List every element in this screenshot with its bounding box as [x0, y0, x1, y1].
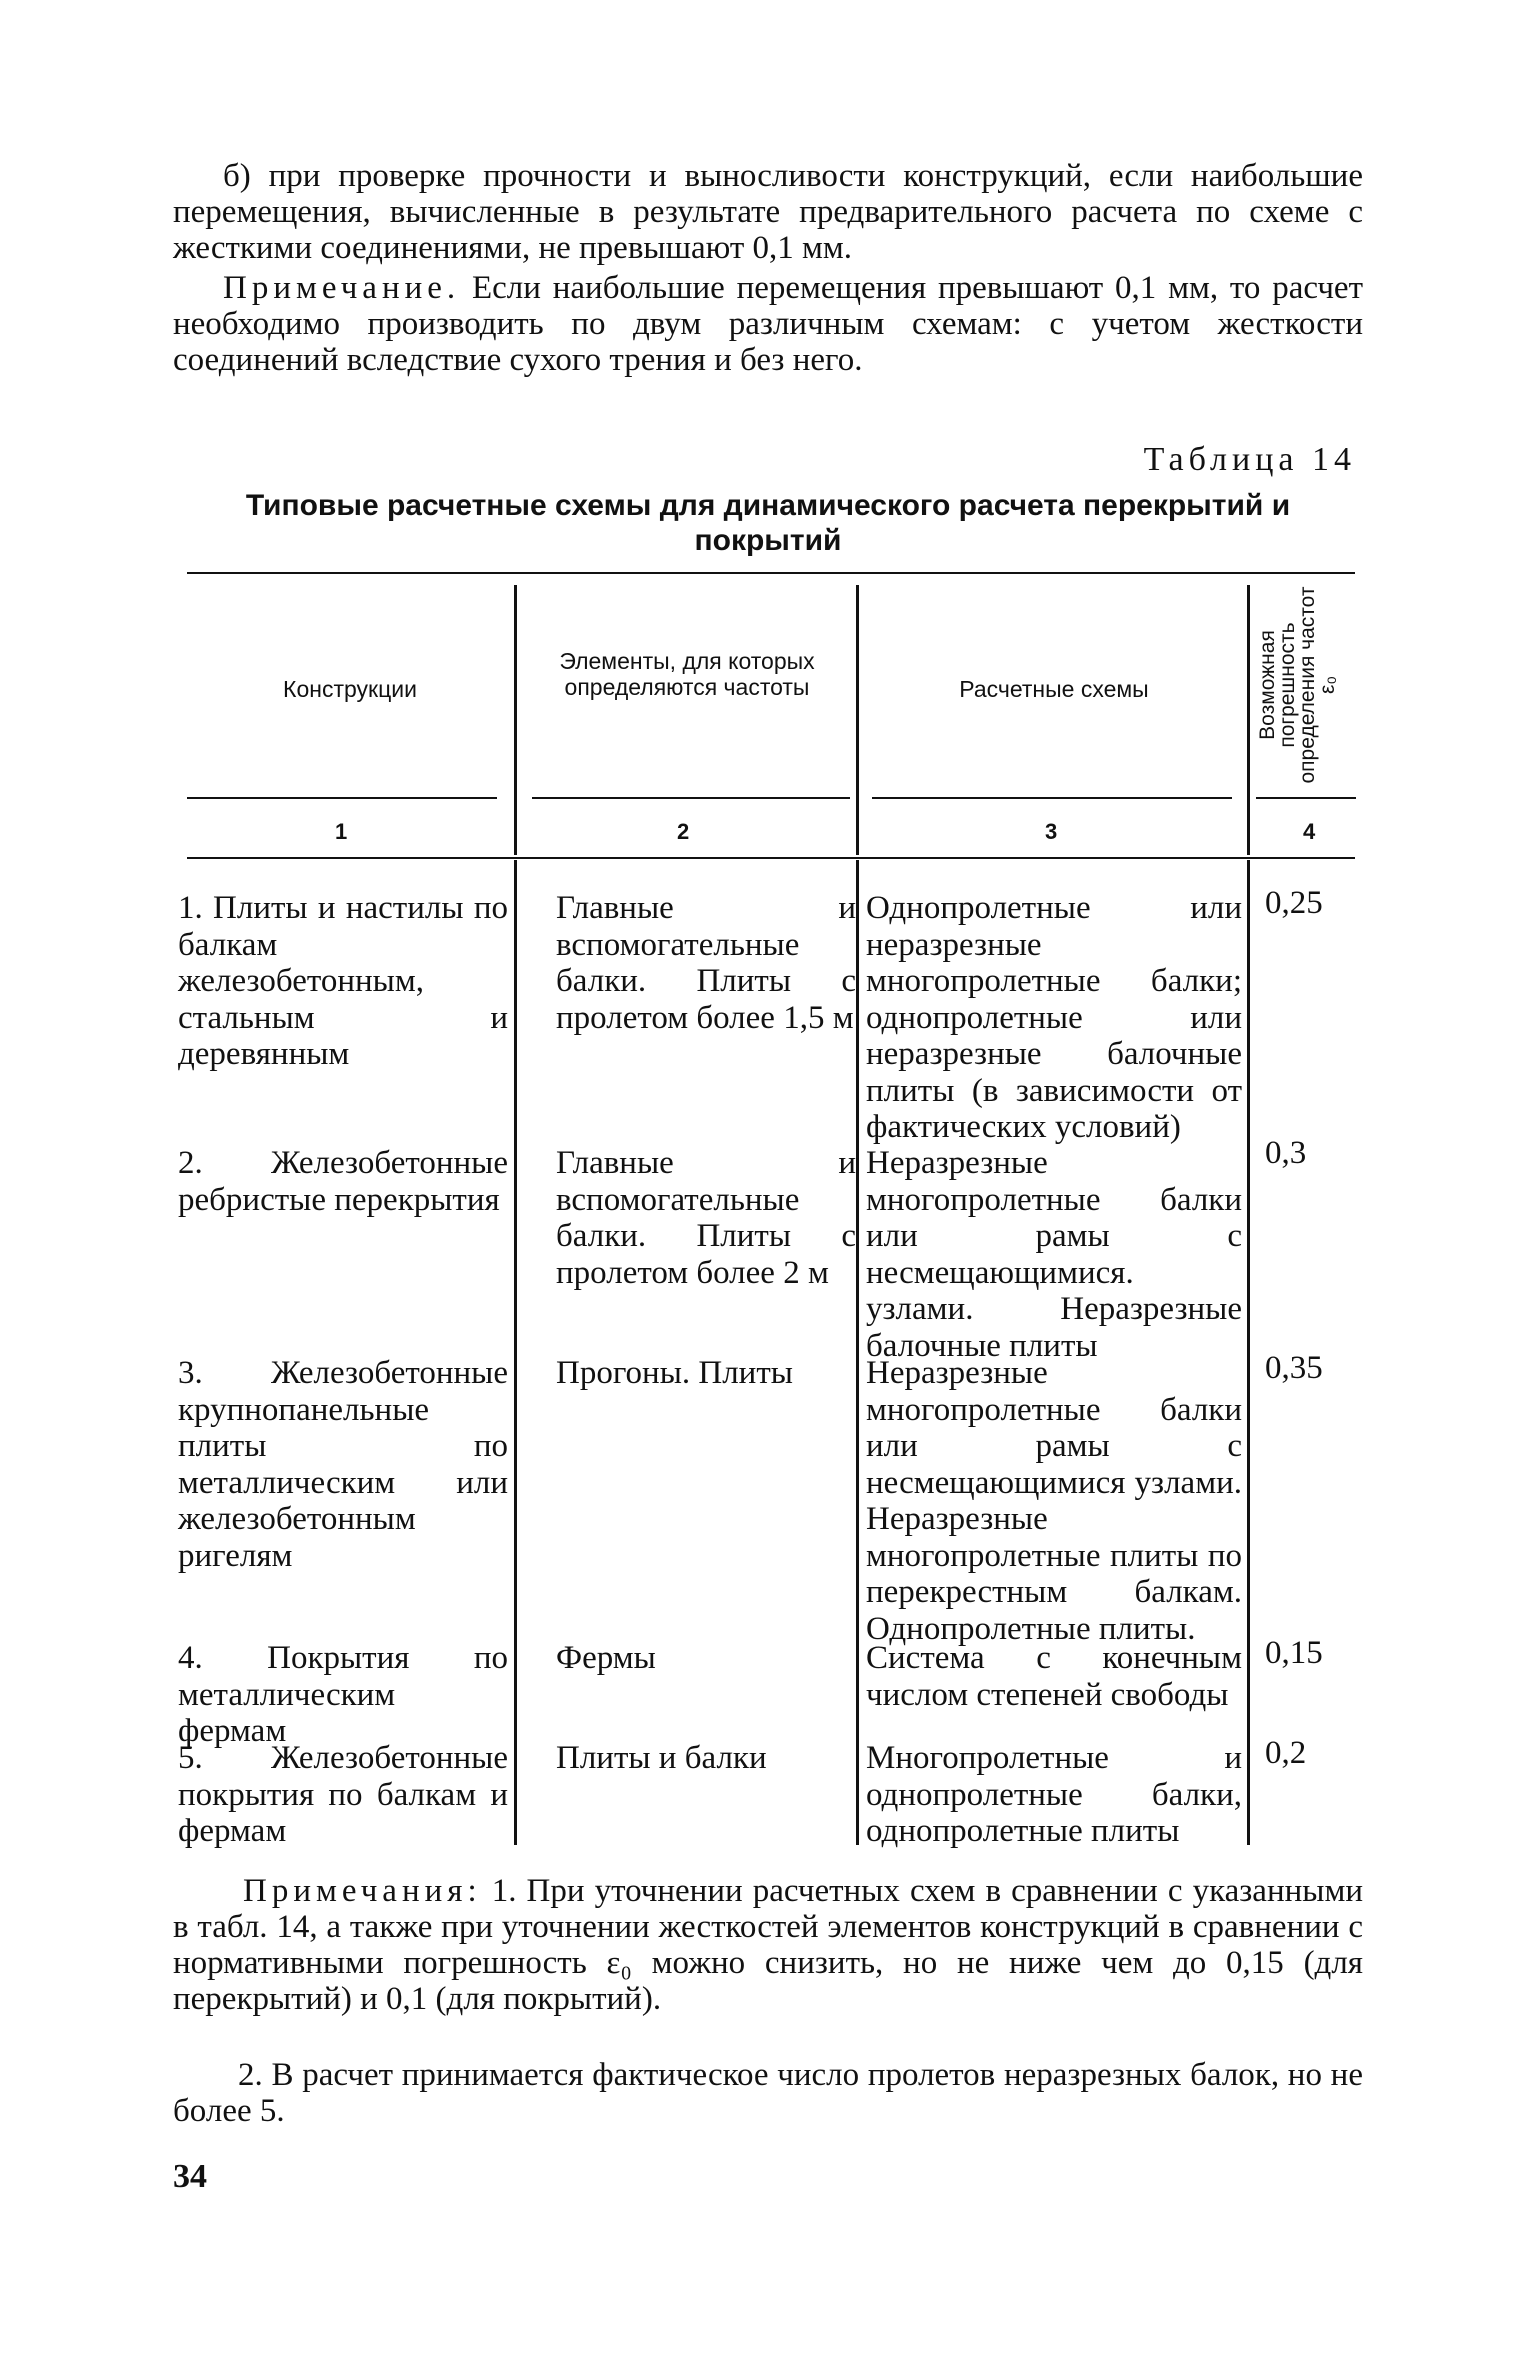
paragraph-note — [173, 270, 1363, 378]
table-title: Типовые расчетные схемы для динамического расчета перекрытий и покрытий — [245, 489, 1291, 557]
row2-elements: Главные и вспомогательные балки. Плиты с пролетом более 2 м — [556, 1145, 856, 1291]
col-number-4: 4 — [1303, 819, 1316, 844]
body-divider-3 — [1247, 860, 1250, 1845]
header-rule-3 — [872, 797, 1232, 799]
note-text: Если наибольшие перемещения превышают 0,1 мм, то расчет необходимо производить по двум различным схемам: с учетом жесткости соединений вследствие сухого трения и без него. — [173, 270, 1363, 378]
header-elements: Элементы, для которых определяются частоты — [559, 648, 815, 700]
table-top-rule — [187, 572, 1355, 574]
header-constructions: Конструкции — [283, 676, 417, 702]
page-number: 34 — [173, 2158, 207, 2195]
body-divider-2 — [856, 860, 859, 1845]
row3-construction: 3. Железобетонные крупнопанельные плиты по металлическим или железобетонным ригелям — [178, 1355, 508, 1574]
header-error: Возможная погрешность определения частот ε₀ — [1256, 586, 1339, 784]
row4-construction: 4. Покрытия по металлическим фермам — [178, 1640, 508, 1749]
row5-error: 0,2 — [1265, 1735, 1307, 1771]
row4-error: 0,15 — [1265, 1635, 1323, 1671]
row4-schemes: Система с конечным числом степеней свободы — [866, 1640, 1242, 1713]
numbers-rule — [187, 857, 1355, 859]
body-divider-1 — [514, 860, 517, 1845]
row3-schemes: Неразрезные многопролетные балки или рамы с несмещающимися узлами. Неразрезные многопролетные плиты по перекрестным балкам. Однопролетные плиты. — [866, 1355, 1242, 1647]
notes-1 — [173, 1873, 1363, 2017]
paragraph-b: б) при проверке прочности и выносливости конструкций, если наибольшие перемещения, вычисленные в результате предварительного расчета по схеме с жесткими соединениями, не превышают 0,1 мм. — [173, 158, 1363, 266]
row2-construction: 2. Железобетонные ребристые перекрытия — [178, 1145, 508, 1218]
note-label: Примечание. — [223, 270, 461, 306]
row3-elements: Прогоны. Плиты — [556, 1355, 793, 1391]
notes-2: 2. В расчет принимается фактическое число пролетов неразрезных балок, но не более 5. — [173, 2057, 1363, 2129]
col-number-2: 2 — [677, 819, 690, 844]
row3-error: 0,35 — [1265, 1350, 1323, 1386]
row5-schemes: Многопролетные и однопролетные балки, однопролетные плиты — [866, 1740, 1242, 1849]
row1-schemes: Однопролетные или неразрезные многопролетные балки; однопролетные или неразрезные балочные плиты (в зависимости от фактических условий) — [866, 890, 1242, 1145]
header-rule-4 — [1256, 797, 1356, 799]
row1-error: 0,25 — [1265, 885, 1323, 921]
notes-1-text: 1. При уточнении расчетных схем в сравнении с указанными в табл. 14, а также при уточнении жесткостей элементов конструкций в сравнении с нормативными погрешность ε₀ можно снизить, но не ниже чем до 0,15 (для перекрытий) и 0,1 (для покрытий). — [173, 1873, 1363, 2017]
col-number-1: 1 — [335, 819, 348, 844]
row5-construction: 5. Железобетонные покрытия по балкам и фермам — [178, 1740, 508, 1849]
row2-error: 0,3 — [1265, 1135, 1307, 1171]
header-schemes: Расчетные схемы — [959, 676, 1149, 702]
header-divider-2 — [856, 585, 859, 855]
header-divider-1 — [514, 585, 517, 855]
row1-elements: Главные и вспомогательные балки. Плиты с пролетом более 1,5 м — [556, 890, 856, 1036]
row5-elements: Плиты и балки — [556, 1740, 767, 1776]
col-number-3: 3 — [1045, 819, 1058, 844]
header-rule-2 — [532, 797, 850, 799]
row1-construction: 1. Плиты и настилы по балкам железобетонным, стальным и деревянным — [178, 890, 508, 1072]
notes-label: Примечания: — [243, 1873, 482, 1909]
row2-schemes: Неразрезные многопролетные балки или рамы с несмещающимися. узлами. Неразрезные балочные плиты — [866, 1145, 1242, 1364]
table-label: Таблица 14 — [1143, 441, 1356, 478]
header-divider-3 — [1247, 585, 1250, 855]
header-rule-1 — [187, 797, 497, 799]
row4-elements: Фермы — [556, 1640, 656, 1676]
